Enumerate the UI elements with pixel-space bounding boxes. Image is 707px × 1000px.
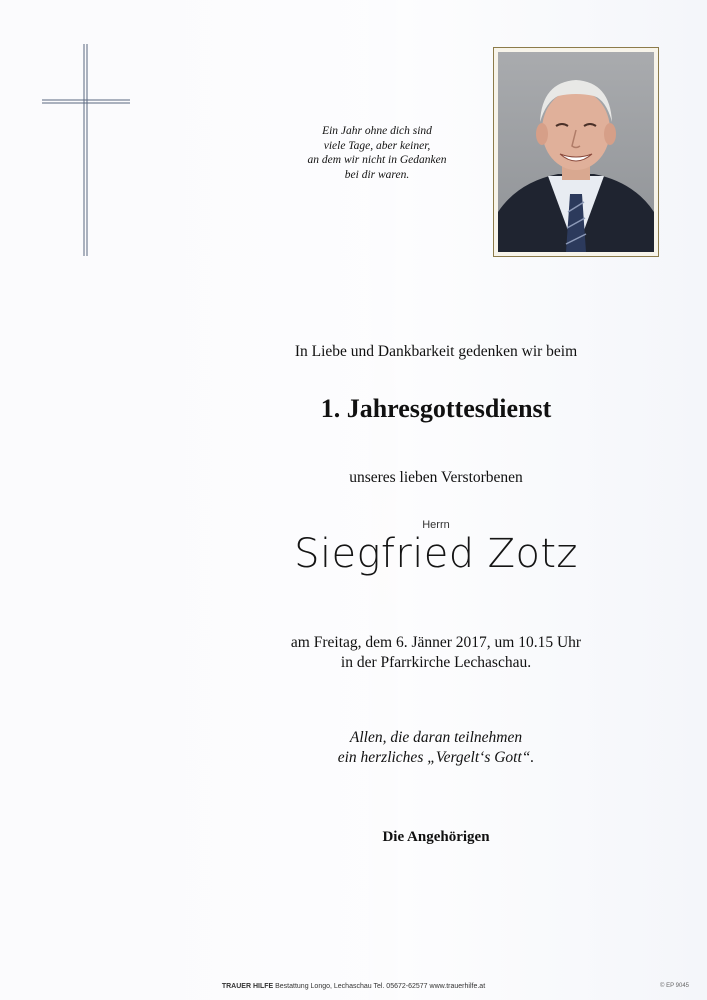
template-code: © EP 9045 [660,983,689,989]
subtitle-text: unseres lieben Verstorbenen [349,469,523,486]
poem-line: Ein Jahr ohne dich sind [322,125,432,137]
footer [0,983,707,990]
thanks-line: Allen, die daran teilnehmen [349,729,523,746]
poem-line: bei dir waren. [344,168,410,181]
deceased-name: Siegfried Zotz [294,531,578,577]
service-title: 1. Jahresgottesdienst [320,394,552,423]
portrait-photo [498,52,654,252]
memorial-poem [262,124,492,182]
salutation: Herrn [422,519,450,531]
signature: Die Angehörigen [382,829,490,845]
poem-line: an dem wir nicht in Gedanken [307,154,447,167]
poem-line: viele Tage, aber keiner, [323,139,431,152]
place-line: in der Pfarrkirche Lechaschau. [340,654,532,671]
intro-text: In Liebe und Dankbarkeit gedenken wir beim [294,343,578,360]
footer-brand: TRAUER HILFE [221,983,274,990]
date-line: am Freitag, dem 6. Jänner 2017, um 10.15 Uhr [290,634,582,651]
thanks-text [232,728,640,768]
footer-details: Bestattung Longo, Lechaschau Tel. 05672-62577 www.trauerhilfe.at [275,983,486,990]
service-details [232,633,640,673]
portrait-frame [493,47,659,257]
thanks-line: ein herzliches „Vergelt‘s Gott“. [337,749,535,766]
cross-icon [40,42,132,258]
